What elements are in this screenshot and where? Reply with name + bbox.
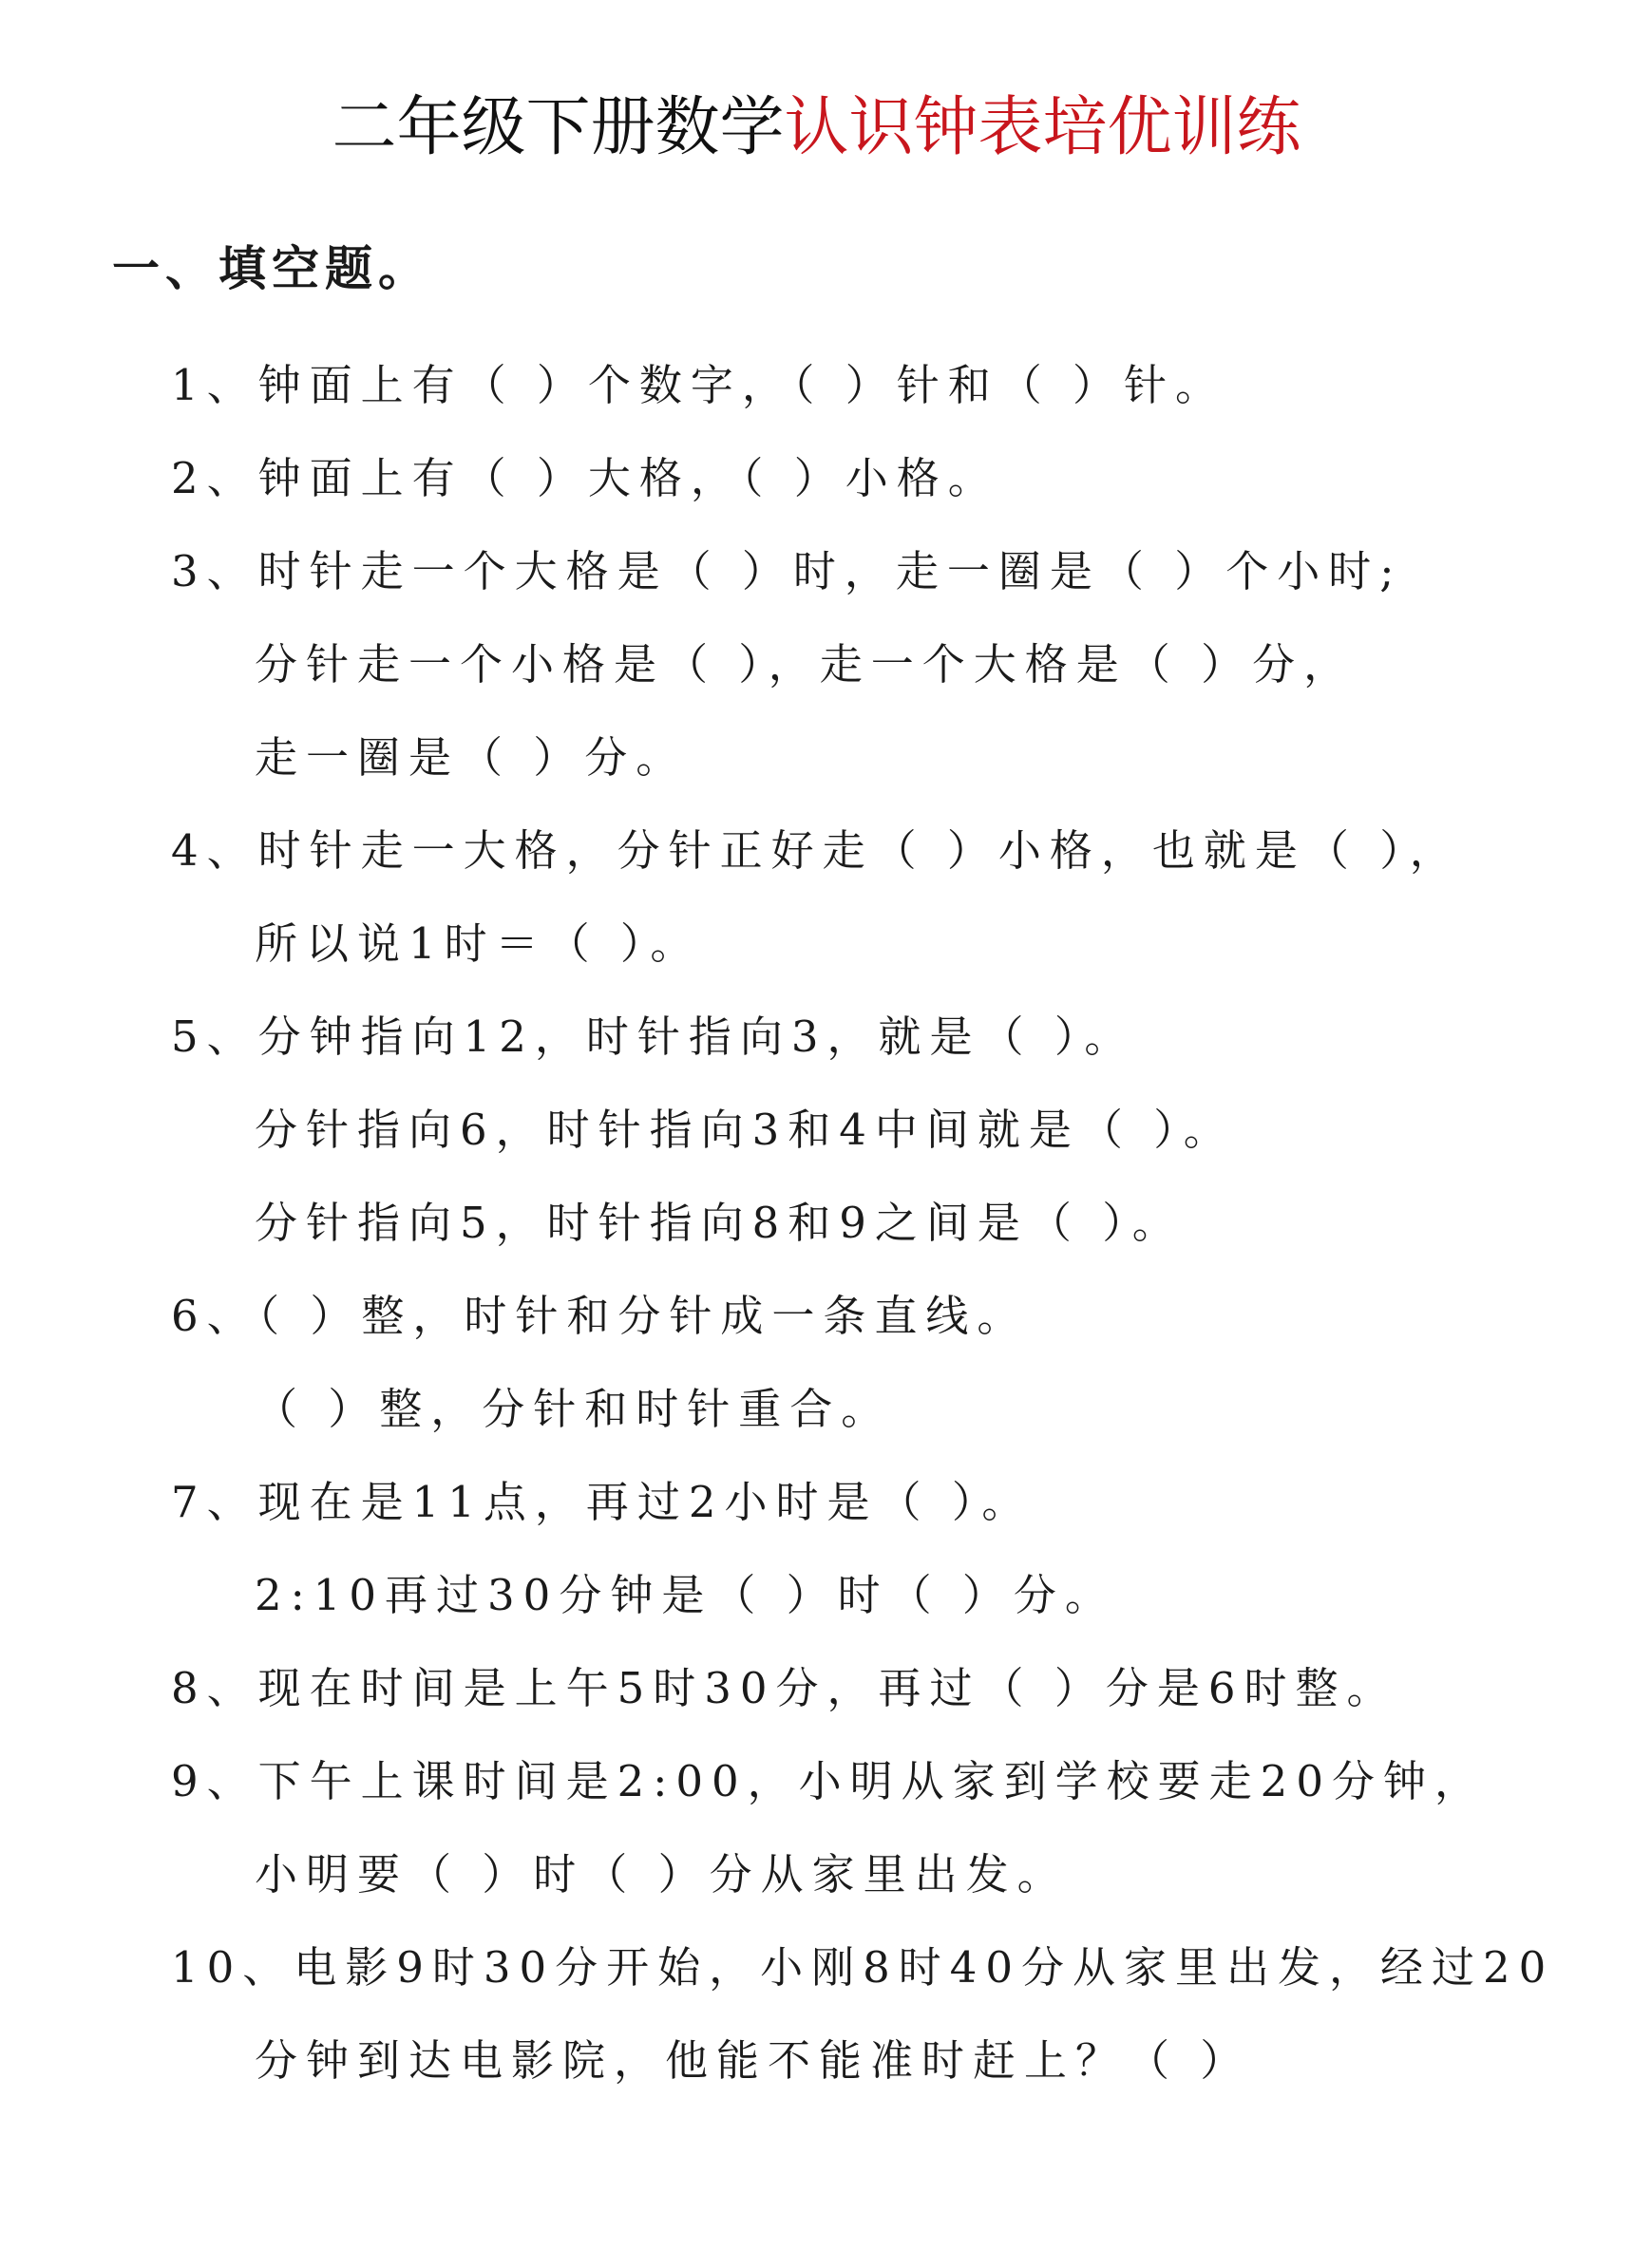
question-6-line-2: （ ）整，分针和时针重合。 [255, 1384, 893, 1434]
question-5-line-2: 分针指向6，时针指向3和4中间就是（ ）。 [255, 1105, 1235, 1155]
question-3-line-2: 分针走一个小格是（ ），走一个大格是（ ）分， [255, 639, 1356, 690]
question-7-line-2: 2:10再过30分钟是（ ）时（ ）分。 [255, 1570, 1116, 1620]
title-topic: 认识钟表培优训练 [784, 90, 1301, 165]
question-7: 7、现在是11点，再过2小时是（ ）。 [171, 1477, 1034, 1527]
question-3-line-3: 走一圈是（ ）分。 [255, 732, 688, 783]
question-5: 5、分钟指向12，时针指向3，就是（ ）。 [171, 1011, 1136, 1062]
question-9: 9、下午上课时间是2:00，小明从家到学校要走20分钟， [171, 1756, 1486, 1806]
question-3: 3、时针走一个大格是（ ）时，走一圈是（ ）个小时; [171, 546, 1403, 596]
question-1: 1、钟面上有（ ）个数字，（ ）针和（ ）针。 [171, 360, 1227, 410]
question-8: 8、现在时间是上午5时30分，再过（ ）分是6时整。 [171, 1663, 1398, 1713]
question-10: 10、电影9时30分开始，小刚8时40分从家里出发，经过20 [171, 1942, 1555, 1993]
title-grade-subject: 二年级下册数学 [332, 90, 785, 165]
question-4: 4、时针走一大格，分针正好走（ ）小格，也就是（ ）， [171, 825, 1461, 876]
question-5-line-3: 分针指向5，时针指向8和9之间是（ ）。 [255, 1198, 1184, 1248]
question-4-line-2: 所以说1时＝（ ）。 [255, 918, 702, 969]
question-6: 6、（ ）整，时针和分针成一条直线。 [171, 1291, 1029, 1341]
section-heading-fill-in-blank: 一、填空题。 [112, 241, 431, 296]
question-9-line-2: 小明要（ ）时（ ）分从家里出发。 [255, 1849, 1069, 1899]
question-2: 2、钟面上有（ ）大格，（ ）小格。 [171, 453, 999, 503]
page-title [0, 66, 1633, 190]
question-10-line-2: 分钟到达电影院，他能不能准时赶上？（ ） [255, 2035, 1252, 2086]
